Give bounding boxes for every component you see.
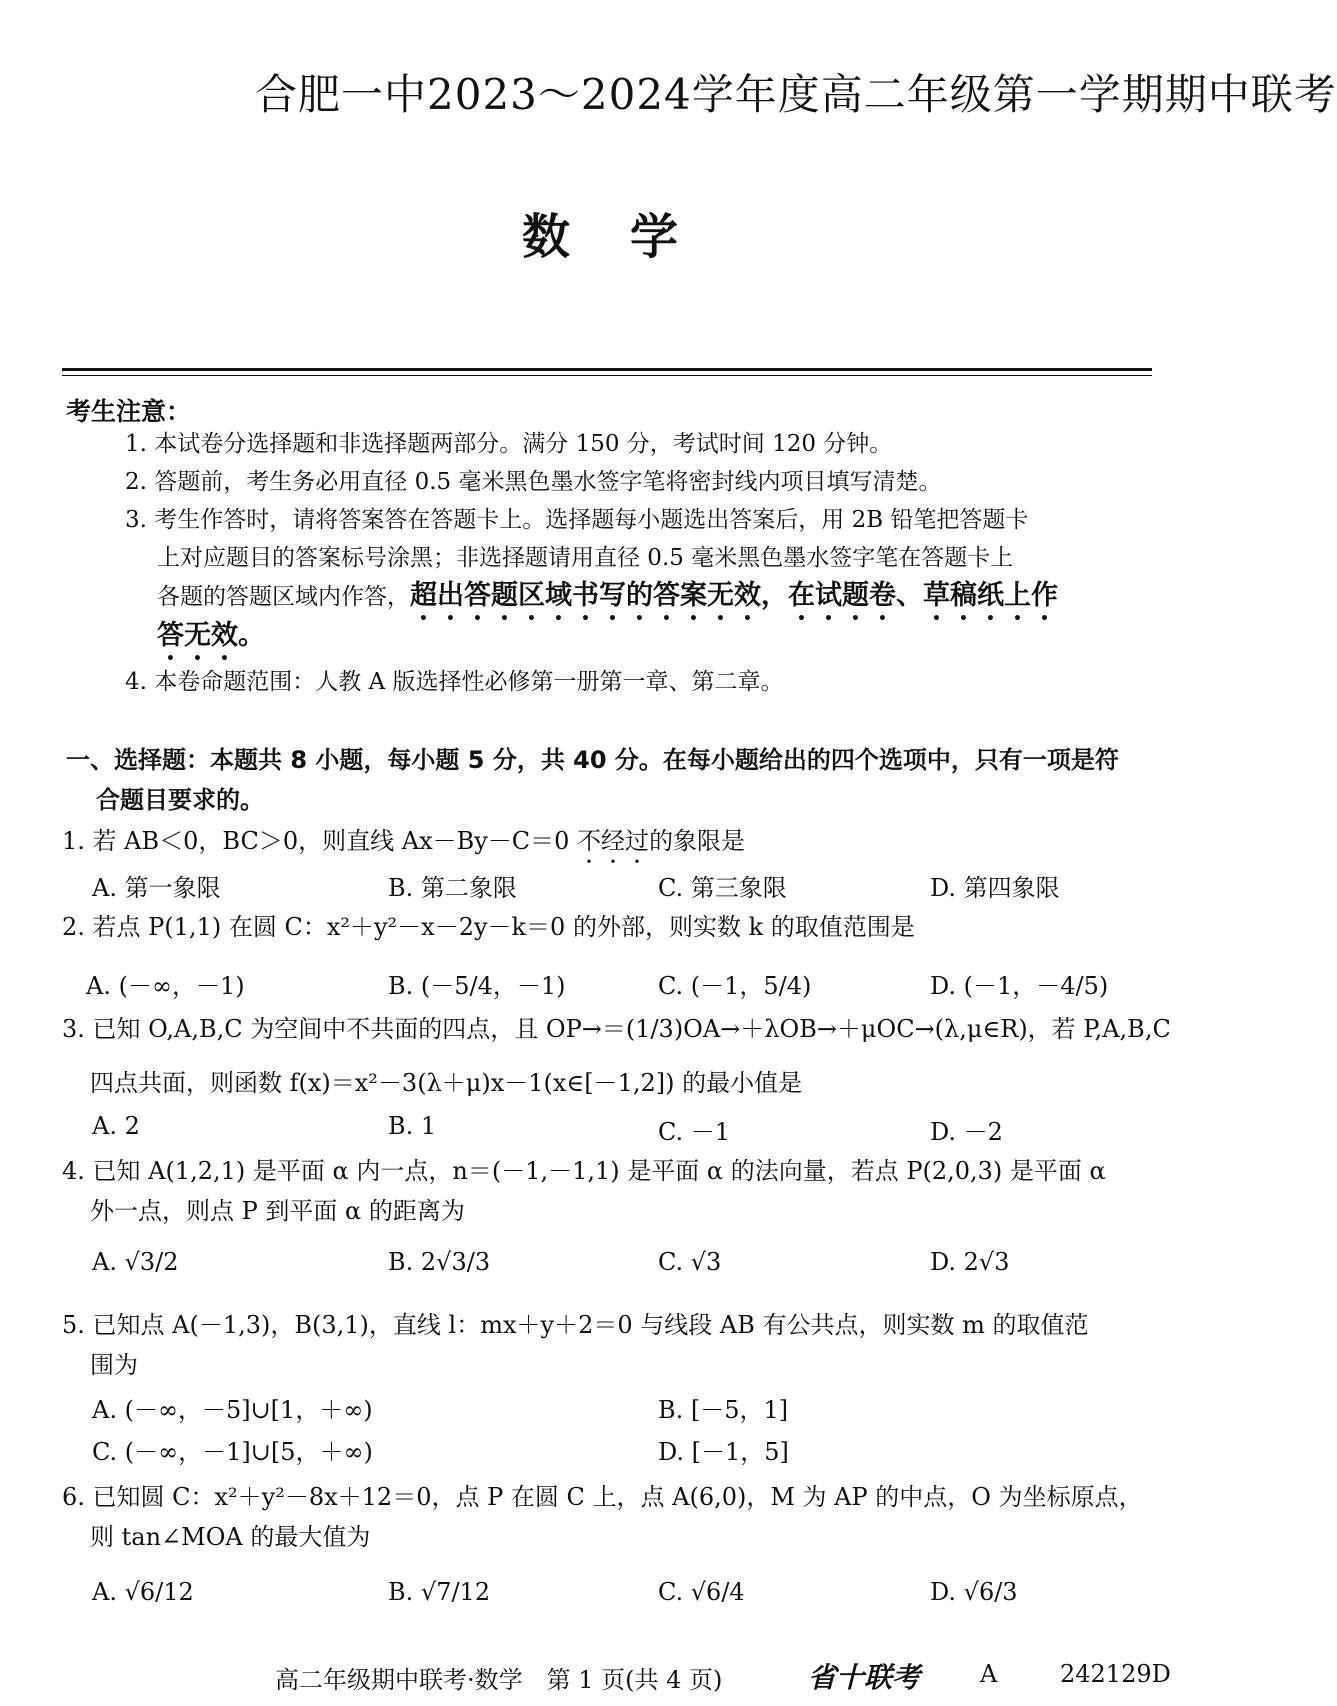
question-4-stem-line-2: 外一点，则点 P 到平面 α 的距离为 [90,1197,465,1225]
question-1-stem-end: 的象限是 [649,827,746,855]
question-1-option-b: B. 第二象限 [388,874,517,902]
header-rule-thin [62,375,1152,376]
question-6-stem-line-2: 则 tan∠MOA 的最大值为 [90,1523,371,1551]
question-6-stem-line-1: 6. 已知圆 C：x²＋y²－8x＋12＝0，点 P 在圆 C 上，点 A(6,0)，M 为 AP 的中点，O 为坐标原点， [62,1483,1143,1511]
question-2-option-c: C. (－1，5/4) [658,972,812,1000]
question-1-stem-text: 1. 若 AB＜0，BC＞0，则直线 Ax－By－C＝0 [62,827,578,855]
question-5-option-b: B. [－5，1] [658,1396,789,1424]
question-2-option-b: B. (－5/4，－1) [388,972,566,1000]
question-6-option-a: A. √6/12 [92,1578,194,1606]
notice-item-3-emphasis-end: 答无效。 [157,620,265,651]
question-1-stem [62,822,1162,869]
question-6-option-d: D. √6/3 [930,1578,1018,1606]
question-5-option-a: A. (－∞，－5]∪[1，＋∞) [92,1396,373,1424]
notice-item-3-emphasis: 超出答题区域书写的答案无效，在试题卷、草稿纸上作 [410,580,1058,611]
question-1-option-d: D. 第四象限 [930,874,1060,902]
notice-item-3-line-1: 3. 考生作答时，请将答案答在答题卡上。选择题每小题选出答案后，用 2B 铅笔把答题卡 [125,507,1029,533]
question-5-stem-line-2: 围为 [90,1351,138,1379]
notice-heading: 考生注意： [66,397,192,426]
exam-title: 合肥一中2023～2024学年度高二年级第一学期期中联考 [255,70,1337,119]
notice-item-2: 2. 答题前，考生务必用直径 0.5 毫米黑色墨水签字笔将密封线内项目填写清楚。 [125,469,942,495]
question-2-stem: 2. 若点 P(1,1) 在圆 C：x²＋y²－x－2y－k＝0 的外部，则实数 k 的取值范围是 [62,913,915,941]
notice-item-4: 4. 本卷命题范围：人教 A 版选择性必修第一册第一章、第二章。 [125,669,784,695]
subject-title: 数学 [521,209,738,265]
question-4-option-d: D. 2√3 [930,1248,1010,1276]
header-rule-thick [62,368,1152,371]
question-1-emphasis: 不经过 [577,827,650,855]
question-4-option-a: A. √3/2 [92,1248,179,1276]
question-5-option-c: C. (－∞，－1]∪[5，＋∞) [92,1438,373,1466]
notice-item-1: 1. 本试卷分选择题和非选择题两部分。满分 150 分，考试时间 120 分钟。 [125,431,893,457]
question-3-option-d: D. －2 [930,1118,1003,1146]
question-2-option-a: A. (－∞，－1) [86,972,245,1000]
question-3-option-a: A. 2 [92,1112,140,1140]
question-3-option-b: B. 1 [388,1112,437,1140]
question-4-option-c: C. √3 [658,1248,722,1276]
notice-item-3-line-2: 上对应题目的答案标号涂黑；非选择题请用直径 0.5 毫米黑色墨水签字笔在答题卡上 [157,545,1014,571]
footer-page-info: 高二年级期中联考·数学 第 1 页(共 4 页) [275,1666,723,1694]
question-3-stem-line-2: 四点共面，则函数 f(x)＝x²－3(λ＋μ)x－1(x∈[－1,2]) 的最小值是 [90,1069,803,1097]
question-1-option-a: A. 第一象限 [92,874,221,902]
notice-item-3-line-4 [157,617,1157,667]
question-5-option-d: D. [－1，5] [658,1438,789,1466]
question-6-option-b: B. √7/12 [388,1578,491,1606]
question-1-option-c: C. 第三象限 [658,874,787,902]
question-4-stem-line-1: 4. 已知 A(1,2,1) 是平面 α 内一点，n＝(－1,－1,1) 是平面 α 的法向量，若点 P(2,0,3) 是平面 α [62,1157,1106,1185]
question-6-option-c: C. √6/4 [658,1578,745,1606]
footer-version: A [980,1660,998,1688]
question-3-option-c: C. －1 [658,1118,731,1146]
question-2-option-d: D. (－1，－4/5) [930,972,1109,1000]
footer-brand-logo: 省十联考 [808,1661,921,1694]
footer-code: 242129D [1060,1660,1171,1688]
question-4-option-b: B. 2√3/3 [388,1248,491,1276]
section-1-heading-line-2: 合题目要求的。 [96,786,264,814]
question-5-stem-line-1: 5. 已知点 A(－1,3)，B(3,1)，直线 l：mx＋y＋2＝0 与线段 AB 有公共点，则实数 m 的取值范 [62,1311,1089,1339]
question-3-stem-line-1: 3. 已知 O,A,B,C 为空间中不共面的四点，且 OP→＝(1/3)OA→＋λOB→＋μOC→(λ,μ∈R)，若 P,A,B,C [62,1015,1171,1043]
notice-item-3-plain: 各题的答题区域内作答， [157,584,410,610]
section-1-heading-line-1: 一、选择题：本题共 8 小题，每小题 5 分，共 40 分。在每小题给出的四个选项中，只有一项是符 [66,746,1119,774]
